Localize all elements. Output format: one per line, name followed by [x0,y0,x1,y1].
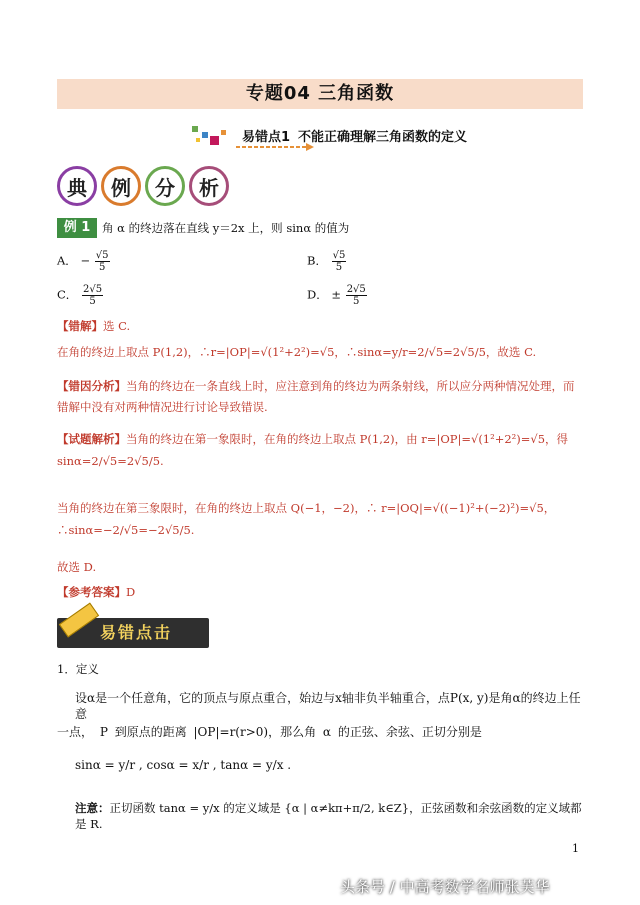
analysis-conclusion: 故选 D. [57,560,97,574]
watermark: 头条号 / 中高考数学名师张芙华 [340,878,550,896]
option-a-sign: − [80,253,91,268]
error-cause-tag: 【错因分析】 [57,379,126,393]
reference-answer [57,584,135,600]
error-point-label: 易错点1 [242,129,291,145]
option-d-sign: ± [331,287,342,302]
arrow-underline-icon [236,143,316,151]
example-question: 角 α 的终边落在直线 y＝2x 上，则 sinα 的值为 [102,221,350,235]
definition-p2: 一点， P 到原点的距离 |OP|=r(r>0)，那么角 α 的正弦、余弦、正切分别是 [57,725,482,739]
error-point-title: 不能正确理解三角函数的定义 [298,129,468,145]
error-cause [57,376,583,418]
analysis-text1: 当角的终边在第一象限时，在角的终边上取点 P(1,2)，由 r=|OP|=√(1²+2²)=√5，得 sinα=2/√5=2√5/5. [57,432,569,468]
decorative-squares-icon [190,124,234,146]
definition-note [75,800,583,832]
icon-char-3: 分 [145,166,185,206]
option-a-label: A． [57,253,77,268]
analysis-text2: 当角的终边在第三象限时，在角的终边上取点 Q(−1，−2)，∴ r=|OQ|=√((−1)²+(−2)²)=√5，∴sinα=−2/√5=−2√5/5. [57,501,556,537]
icon-char-2: 例 [101,166,141,206]
definition-p3: sinα = y/r , cosα = x/r , tanα = y/x . [75,758,292,772]
answer-tag: 【参考答案】 [57,585,126,599]
analysis-tag: 【试题解析】 [57,432,126,446]
option-a-num: √5 [95,250,109,261]
option-d-num: 2√5 [346,284,366,295]
option-b-den: 5 [335,262,343,273]
option-d-label: D． [307,287,328,302]
section2-title: 易错点击 [100,623,173,642]
page-title: 专题04 三角函数 [245,83,395,104]
example-badge: 例 1 [57,218,97,238]
wrong-solution [57,318,130,334]
option-b-num: √5 [332,250,346,261]
answer-value: D [126,585,136,599]
option-c-label: C． [57,287,78,302]
definition-p1: 设α是一个任意角，它的顶点与原点重合，始边与x轴非负半轴重合，点P(x, y)是角α的终边上任意 [75,691,581,721]
option-a [57,250,111,273]
wrong-solution-text: 选 C. [103,319,131,333]
option-c-num: 2√5 [82,284,103,295]
wrong-solution-line: 在角的终边上取点 P(1,2)，∴r=|OP|=√(1²+2²)=√5，∴sinα=y/r=2/√5=2√5/5，故选 C. [57,345,537,359]
note-text: 正切函数 tanα = y/x 的定义域是 {α | α≠kπ+π/2, k∈Z}，正弦函数和余弦函数的定义域都是 R. [75,801,582,831]
wrong-solution-tag: 【错解】 [57,319,103,333]
note-tag: 注意： [75,801,110,815]
icon-char-4: 析 [189,166,229,206]
option-d [307,284,368,307]
option-a-den: 5 [98,262,106,273]
analysis-part1 [57,428,583,472]
example-analysis-icons [57,166,229,206]
icon-char-1: 典 [57,166,97,206]
definition-heading: 1．定义 [57,662,99,676]
error-cause-text: 当角的终边在一条直线上时，应注意到角的终边为两条射线，所以应分两种情况处理，而错解中没有对两种情况进行讨论导致错误. [57,379,575,414]
option-d-den: 5 [353,296,360,307]
option-b-label: B． [307,253,327,268]
option-b [307,250,347,273]
option-c [57,284,104,307]
error-point-heading [190,124,467,146]
option-c-den: 5 [89,296,96,307]
page-number: 1 [572,842,579,855]
